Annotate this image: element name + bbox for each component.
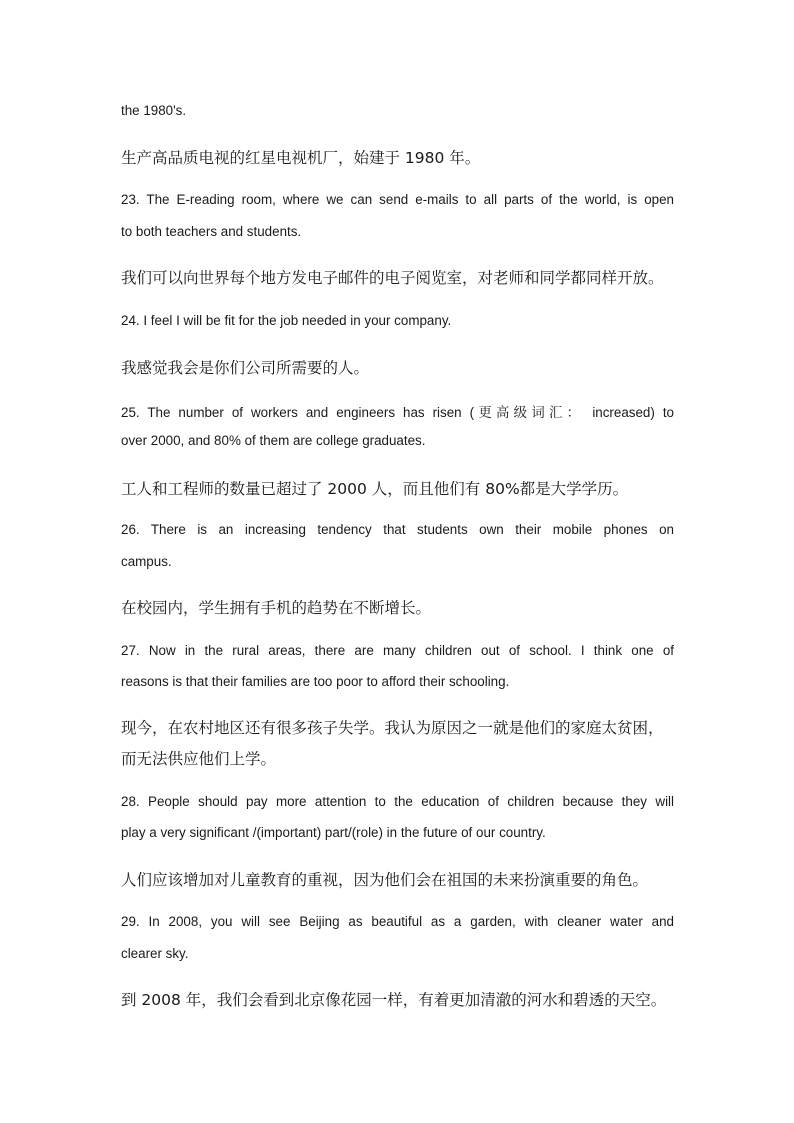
chinese-translation-29: 到 2008 年，我们会看到北京像花园一样，有着更加清澈的河水和碧透的天空。 (121, 991, 667, 1009)
english-sentence-26-line-1: 26. There is an increasing tendency that students own their mobile phones on (121, 522, 674, 537)
english-line: the 1980's. (121, 103, 187, 118)
english-sentence-29-line-2: clearer sky. (121, 946, 189, 961)
chinese-translation-28: 人们应该增加对儿童教育的重视，因为他们会在祖国的未来扮演重要的角色。 (121, 871, 649, 889)
english-sentence-28-line-1: 28. People should pay more attention to the education of children because they will (121, 794, 674, 809)
english-sentence-27-line-2: reasons is that their families are too poor to afford their schooling. (121, 674, 510, 689)
english-sentence-28-line-2: play a very significant /(important) part/(role) in the future of our country. (121, 825, 546, 840)
english-sentence-24: 24. I feel I will be fit for the job needed in your company. (121, 313, 452, 328)
chinese-translation-27-line-1: 现今，在农村地区还有很多孩子失学。我认为原因之一就是他们的家庭太贫困， (121, 719, 664, 737)
chinese-translation-25: 工人和工程师的数量已超过了 2000 人，而且他们有 80%都是大学学历。 (121, 480, 629, 498)
chinese-translation-23: 我们可以向世界每个地方发电子邮件的电子阅览室，对老师和同学都同样开放。 (121, 269, 664, 287)
english-sentence-25-line-2: over 2000, and 80% of them are college graduates. (121, 433, 426, 448)
chinese-translation-24: 我感觉我会是你们公司所需要的人。 (121, 359, 370, 377)
english-sentence-25-line-1: 25. The number of workers and engineers has risen (更高级词汇： increased) to (121, 405, 674, 420)
english-sentence-26-line-2: campus. (121, 554, 172, 569)
english-sentence-27-line-1: 27. Now in the rural areas, there are many children out of school. I think one of (121, 643, 674, 658)
english-sentence-29-line-1: 29. In 2008, you will see Beijing as beautiful as a garden, with cleaner water and (121, 914, 674, 929)
chinese-translation-26: 在校园内，学生拥有手机的趋势在不断增长。 (121, 599, 432, 617)
english-sentence-23-line-1: 23. The E-reading room, where we can send e-mails to all parts of the world, is open (121, 192, 674, 207)
chinese-translation-line: 生产高品质电视的红星电视机厂，始建于 1980 年。 (121, 149, 481, 167)
english-sentence-23-line-2: to both teachers and students. (121, 224, 302, 239)
chinese-translation-27-line-2: 而无法供应他们上学。 (121, 750, 277, 768)
